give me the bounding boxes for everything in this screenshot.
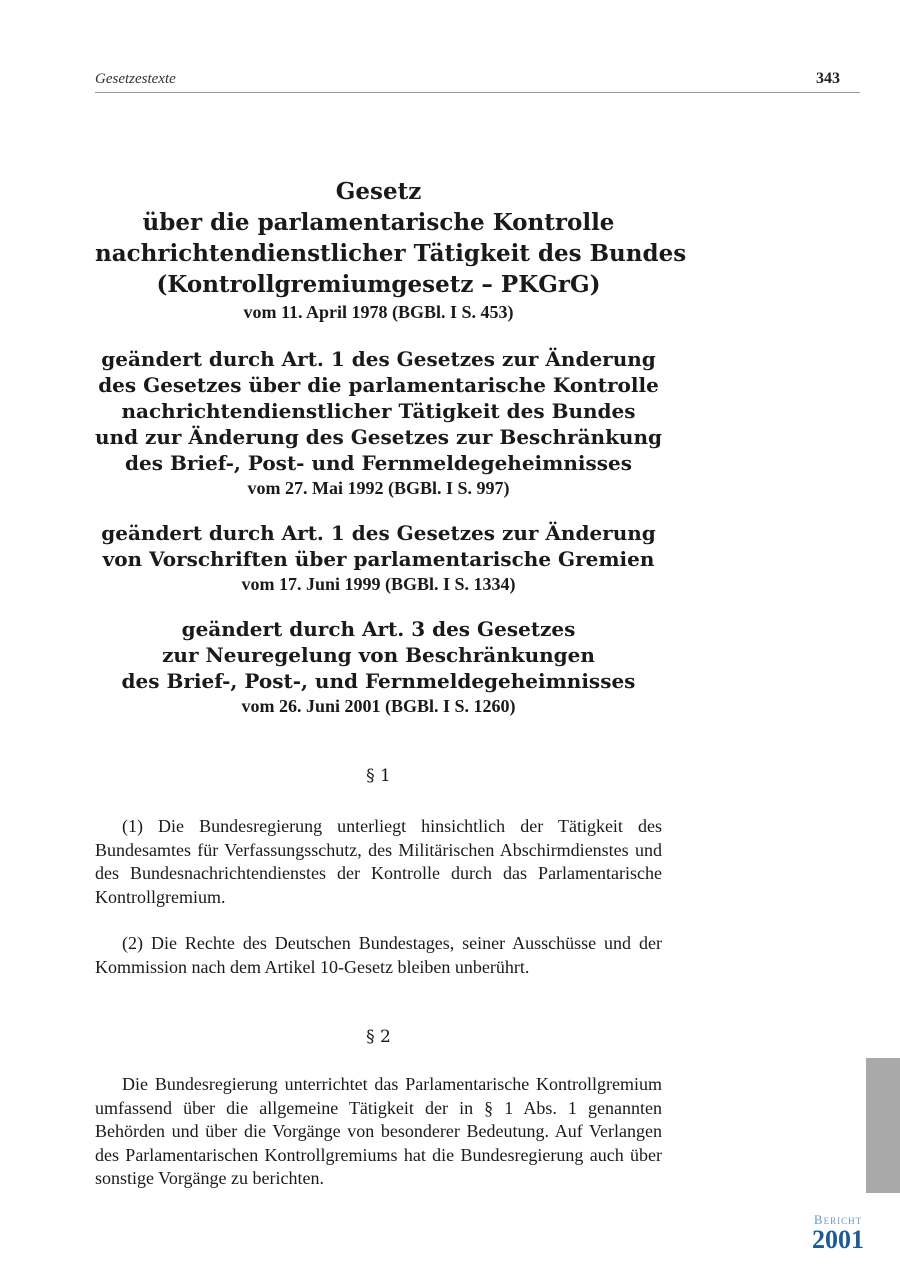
law-title-line: über die parlamentarische Kontrolle — [142, 209, 615, 236]
amendment-line: nachrichtendienstlicher Tätigkeit des Bundes — [121, 399, 636, 423]
law-title-line: (Kontrollgremiumgesetz – PKGrG) — [156, 271, 601, 298]
section-heading: § 1 — [366, 766, 391, 786]
amendment-line: des Brief-, Post- und Fernmeldegeheimnisses — [125, 451, 632, 475]
paragraph — [95, 932, 662, 979]
amendment-line: geändert durch Art. 1 des Gesetzes zur Änderung — [101, 521, 656, 545]
spacer — [95, 596, 662, 616]
amendment-line: geändert durch Art. 1 des Gesetzes zur Änderung — [101, 347, 656, 371]
spacer — [95, 324, 662, 346]
section-heading: § 2 — [366, 1027, 391, 1047]
amendment-date: vom 27. Mai 1992 (BGBl. I S. 997) — [247, 478, 510, 498]
amendment-line: des Gesetzes über die parlamentarische Kontrolle — [98, 373, 659, 397]
running-header — [95, 68, 860, 93]
paragraph-text: Die Bundesregierung unterrichtet das Parlamentarische Kontrollgremium umfassend über die allgemeine Tätigkeit der in § 1 Abs. 1 genannten Behörden und über die Vorgänge von besonderer Bedeutung. Auf Verlangen des Parlamentarischen Kontrollgremiums hat die Bundesregierung auch über sonstige Vorgänge zu berichten. — [95, 1074, 662, 1188]
law-date: vom 11. April 1978 (BGBl. I S. 453) — [243, 302, 514, 322]
amendment-line: zur Neuregelung von Beschränkungen — [162, 643, 595, 667]
paragraph-text: (2) Die Rechte des Deutschen Bundestages, seiner Ausschüsse und der Kommission nach dem Artikel 10-Gesetz bleiben unberührt. — [95, 933, 662, 977]
amendment-line: des Brief-, Post-, und Fernmeldegeheimnisses — [121, 669, 636, 693]
amendment-date: vom 17. Juni 1999 (BGBl. I S. 1334) — [241, 574, 516, 594]
law-title-line: nachrichtendienstlicher Tätigkeit des Bundes — [95, 240, 687, 267]
amendment-line: geändert durch Art. 3 des Gesetzes — [181, 617, 576, 641]
law-title-line: Gesetz — [335, 178, 422, 205]
paragraph — [95, 815, 662, 909]
amendment-date: vom 26. Juni 2001 (BGBl. I S. 1260) — [241, 696, 516, 716]
logo-word: Bericht — [813, 1212, 863, 1227]
page-number: 343 — [816, 70, 840, 87]
paragraph-text: (1) Die Bundesregierung unterliegt hinsichtlich der Tätigkeit des Bundesamtes für Verfassungsschutz, des Militärischen Abschirmdienstes und des Bundesnachrichtendienstes der Kontrolle durch das Parlamentarische Kontrollgremium. — [95, 816, 662, 907]
spacer — [95, 500, 662, 520]
amendment-line: von Vorschriften über parlamentarische Gremien — [102, 547, 655, 571]
logo-year: 2001 — [812, 1225, 864, 1254]
header-title: Gesetzestexte — [95, 71, 176, 87]
amendment-line: und zur Änderung des Gesetzes zur Beschränkung — [95, 425, 662, 449]
chapter-tab-marker — [866, 1058, 900, 1193]
law-title-block — [95, 176, 687, 718]
paragraph — [95, 1073, 662, 1191]
bericht-2001-logo — [800, 1212, 876, 1252]
